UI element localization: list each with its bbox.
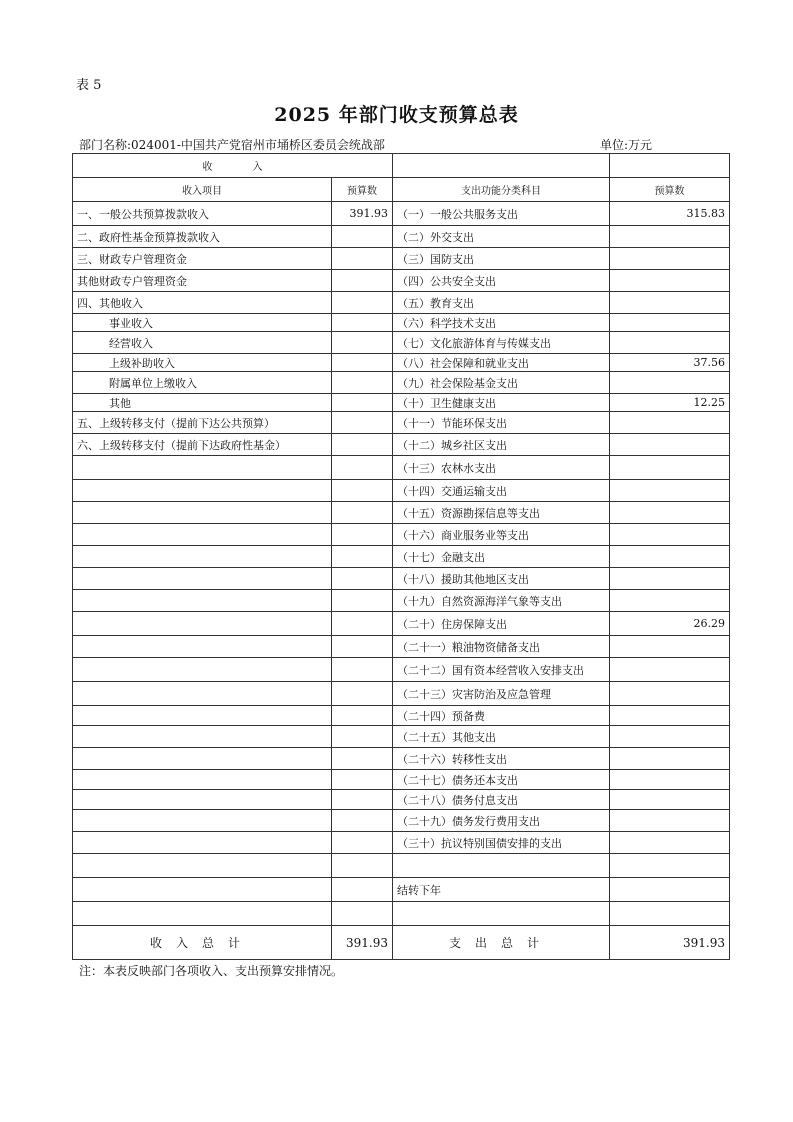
table-row <box>73 412 730 434</box>
income-item-cell: 事业收入 <box>73 314 332 332</box>
expense-amount-cell <box>610 854 730 878</box>
expense-amount-cell <box>610 748 730 770</box>
expense-item-cell: （九）社会保险基金支出 <box>393 372 610 394</box>
income-amount-cell <box>332 502 393 524</box>
income-amount-cell <box>332 314 393 332</box>
table-row <box>73 546 730 568</box>
income-item-cell <box>73 480 332 502</box>
table-row <box>73 270 730 292</box>
income-item-cell: 其他财政专户管理资金 <box>73 270 332 292</box>
income-amount-cell <box>332 332 393 354</box>
expense-item-cell: （十）卫生健康支出 <box>393 394 610 412</box>
header-row-columns <box>73 178 730 202</box>
table-row <box>73 434 730 456</box>
income-amount-cell <box>332 568 393 590</box>
expense-amount-cell <box>610 456 730 480</box>
expense-amount-cell <box>610 832 730 854</box>
expense-amount-cell: 315.83 <box>610 202 730 226</box>
income-item-cell <box>73 854 332 878</box>
expense-item-cell: （一）一般公共服务支出 <box>393 202 610 226</box>
expense-amount-cell <box>610 658 730 682</box>
income-amount-cell <box>332 854 393 878</box>
income-item-cell <box>73 902 332 926</box>
expense-amount-cell <box>610 810 730 832</box>
expense-amount-cell <box>610 332 730 354</box>
income-item-cell <box>73 636 332 658</box>
expense-item-cell: （八）社会保障和就业支出 <box>393 354 610 372</box>
expense-item-cell: （二十六）转移性支出 <box>393 748 610 770</box>
expense-item-cell: （二十七）债务还本支出 <box>393 770 610 790</box>
table-row <box>73 354 730 372</box>
expense-item-cell: （二十四）预备费 <box>393 706 610 726</box>
table-row <box>73 502 730 524</box>
table-row <box>73 202 730 226</box>
expense-item-cell: （十八）援助其他地区支出 <box>393 568 610 590</box>
income-amount-cell <box>332 456 393 480</box>
income-amount-cell <box>332 292 393 314</box>
expense-amount-cell <box>610 790 730 810</box>
income-amount-cell <box>332 590 393 612</box>
total-row <box>73 926 730 960</box>
expense-amount-cell <box>610 270 730 292</box>
expense-amount-cell <box>610 292 730 314</box>
department-name: 部门名称:024001-中国共产党宿州市埇桥区委员会统战部 <box>79 138 385 152</box>
table-row <box>73 568 730 590</box>
expense-item-cell: （五）教育支出 <box>393 292 610 314</box>
income-amount-cell: 391.93 <box>332 202 393 226</box>
income-amount-cell <box>332 480 393 502</box>
income-amount-cell <box>332 636 393 658</box>
expense-item-cell: （二十一）粮油物资储备支出 <box>393 636 610 658</box>
expense-item-cell: （十二）城乡社区支出 <box>393 434 610 456</box>
income-amount-cell <box>332 658 393 682</box>
expense-amount-cell: 12.25 <box>610 394 730 412</box>
table-row <box>73 612 730 636</box>
budget-summary-table <box>72 153 730 960</box>
expense-total-label: 支出总计 <box>393 926 610 960</box>
unit-label: 单位:万元 <box>600 138 653 152</box>
expense-item-cell: （二）外交支出 <box>393 226 610 248</box>
income-amount-cell <box>332 270 393 292</box>
income-item-cell <box>73 568 332 590</box>
expense-amount-cell <box>610 314 730 332</box>
expense-item-cell: （十四）交通运输支出 <box>393 480 610 502</box>
income-item-cell <box>73 790 332 810</box>
income-budget-header: 预算数 <box>332 178 393 202</box>
table-row <box>73 636 730 658</box>
income-amount-cell <box>332 372 393 394</box>
expense-total-amount: 391.93 <box>610 926 730 960</box>
expense-amount-cell <box>610 434 730 456</box>
income-item-cell: 一、一般公共预算拨款收入 <box>73 202 332 226</box>
income-item-cell: 上级补助收入 <box>73 354 332 372</box>
income-item-cell: 六、上级转移支付（提前下达政府性基金） <box>73 434 332 456</box>
table-row <box>73 706 730 726</box>
table-row <box>73 332 730 354</box>
expense-amount-cell <box>610 412 730 434</box>
income-amount-cell <box>332 770 393 790</box>
table-row <box>73 790 730 810</box>
expense-item-cell: （十五）资源勘探信息等支出 <box>393 502 610 524</box>
expense-amount-cell <box>610 568 730 590</box>
income-group-header: 收 入 <box>73 154 393 178</box>
expense-amount-cell <box>610 726 730 748</box>
expense-item-cell: （十七）金融支出 <box>393 546 610 568</box>
expense-item-cell: （十九）自然资源海洋气象等支出 <box>393 590 610 612</box>
income-amount-cell <box>332 902 393 926</box>
expense-amount-cell <box>610 248 730 270</box>
income-item-cell <box>73 612 332 636</box>
table-row <box>73 902 730 926</box>
expense-item-cell: （十六）商业服务业等支出 <box>393 524 610 546</box>
expense-item-cell <box>393 854 610 878</box>
income-item-cell <box>73 658 332 682</box>
table-row <box>73 480 730 502</box>
expense-item-cell <box>393 902 610 926</box>
table-row <box>73 292 730 314</box>
expense-item-cell: （二十五）其他支出 <box>393 726 610 748</box>
expense-amount-cell <box>610 524 730 546</box>
expense-item-cell: （二十八）债务付息支出 <box>393 790 610 810</box>
income-amount-cell <box>332 706 393 726</box>
income-amount-cell <box>332 748 393 770</box>
expense-amount-cell <box>610 878 730 902</box>
expense-item-cell: （二十三）灾害防治及应急管理 <box>393 682 610 706</box>
table-row <box>73 770 730 790</box>
income-amount-cell <box>332 790 393 810</box>
income-item-cell: 经营收入 <box>73 332 332 354</box>
expense-item-cell: （三十）抗议特别国债安排的支出 <box>393 832 610 854</box>
income-item-header: 收入项目 <box>73 178 332 202</box>
expense-amount-cell <box>610 502 730 524</box>
expense-group-header-blank <box>610 154 730 178</box>
expense-item-cell: （七）文化旅游体育与传媒支出 <box>393 332 610 354</box>
table-row <box>73 832 730 854</box>
expense-item-cell: （十一）节能环保支出 <box>393 412 610 434</box>
income-item-cell <box>73 770 332 790</box>
income-item-cell: 四、其他收入 <box>73 292 332 314</box>
header-row-group <box>73 154 730 178</box>
table-row <box>73 682 730 706</box>
expense-amount-cell <box>610 636 730 658</box>
expense-amount-cell <box>610 590 730 612</box>
income-amount-cell <box>332 726 393 748</box>
income-amount-cell <box>332 832 393 854</box>
income-item-cell <box>73 546 332 568</box>
income-amount-cell <box>332 682 393 706</box>
expense-amount-cell <box>610 546 730 568</box>
expense-amount-cell <box>610 682 730 706</box>
expense-amount-cell <box>610 902 730 926</box>
table-row <box>73 748 730 770</box>
expense-item-cell: （二十）住房保障支出 <box>393 612 610 636</box>
table-row <box>73 248 730 270</box>
table-number-label: 表 5 <box>76 78 102 93</box>
income-item-cell <box>73 832 332 854</box>
table-row <box>73 590 730 612</box>
income-total-label: 收入总计 <box>73 926 332 960</box>
expense-amount-cell <box>610 770 730 790</box>
income-item-cell <box>73 590 332 612</box>
income-amount-cell <box>332 226 393 248</box>
table-row <box>73 524 730 546</box>
expense-amount-cell: 26.29 <box>610 612 730 636</box>
income-item-cell: 二、政府性基金预算拨款收入 <box>73 226 332 248</box>
expense-item-cell: （二十九）债务发行费用支出 <box>393 810 610 832</box>
income-item-cell <box>73 456 332 480</box>
expense-item-cell: （十三）农林水支出 <box>393 456 610 480</box>
table-row <box>73 372 730 394</box>
income-amount-cell <box>332 878 393 902</box>
income-item-cell: 三、财政专户管理资金 <box>73 248 332 270</box>
expense-item-cell: （三）国防支出 <box>393 248 610 270</box>
income-amount-cell <box>332 434 393 456</box>
expense-amount-cell: 37.56 <box>610 354 730 372</box>
table-row <box>73 854 730 878</box>
table-row <box>73 810 730 832</box>
expense-group-header-blank <box>393 154 610 178</box>
income-item-cell <box>73 810 332 832</box>
expense-amount-cell <box>610 372 730 394</box>
income-amount-cell <box>332 524 393 546</box>
income-item-cell: 其他 <box>73 394 332 412</box>
page-title: 2025 年部门收支预算总表 <box>274 104 519 126</box>
income-amount-cell <box>332 612 393 636</box>
table-row <box>73 456 730 480</box>
income-item-cell <box>73 682 332 706</box>
table-row <box>73 726 730 748</box>
expense-item-cell: （二十二）国有资本经营收入安排支出 <box>393 658 610 682</box>
income-amount-cell <box>332 394 393 412</box>
income-item-cell <box>73 878 332 902</box>
income-amount-cell <box>332 248 393 270</box>
expense-item-header: 支出功能分类科目 <box>393 178 610 202</box>
expense-item-cell: （六）科学技术支出 <box>393 314 610 332</box>
expense-amount-cell <box>610 226 730 248</box>
table-row <box>73 878 730 902</box>
income-amount-cell <box>332 546 393 568</box>
table-row <box>73 394 730 412</box>
footnote: 注：本表反映部门各项收入、支出预算安排情况。 <box>79 964 344 978</box>
table-row <box>73 226 730 248</box>
expense-item-cell: （四）公共安全支出 <box>393 270 610 292</box>
income-item-cell <box>73 726 332 748</box>
income-amount-cell <box>332 354 393 372</box>
income-item-cell: 五、上级转移支付（提前下达公共预算） <box>73 412 332 434</box>
income-amount-cell <box>332 810 393 832</box>
income-item-cell <box>73 748 332 770</box>
income-item-cell <box>73 524 332 546</box>
income-item-cell: 附属单位上缴收入 <box>73 372 332 394</box>
expense-amount-cell <box>610 480 730 502</box>
table-row <box>73 658 730 682</box>
expense-item-cell: 结转下年 <box>393 878 610 902</box>
income-item-cell <box>73 706 332 726</box>
expense-amount-cell <box>610 706 730 726</box>
income-amount-cell <box>332 412 393 434</box>
table-row <box>73 314 730 332</box>
income-total-amount: 391.93 <box>332 926 393 960</box>
income-item-cell <box>73 502 332 524</box>
expense-budget-header: 预算数 <box>610 178 730 202</box>
